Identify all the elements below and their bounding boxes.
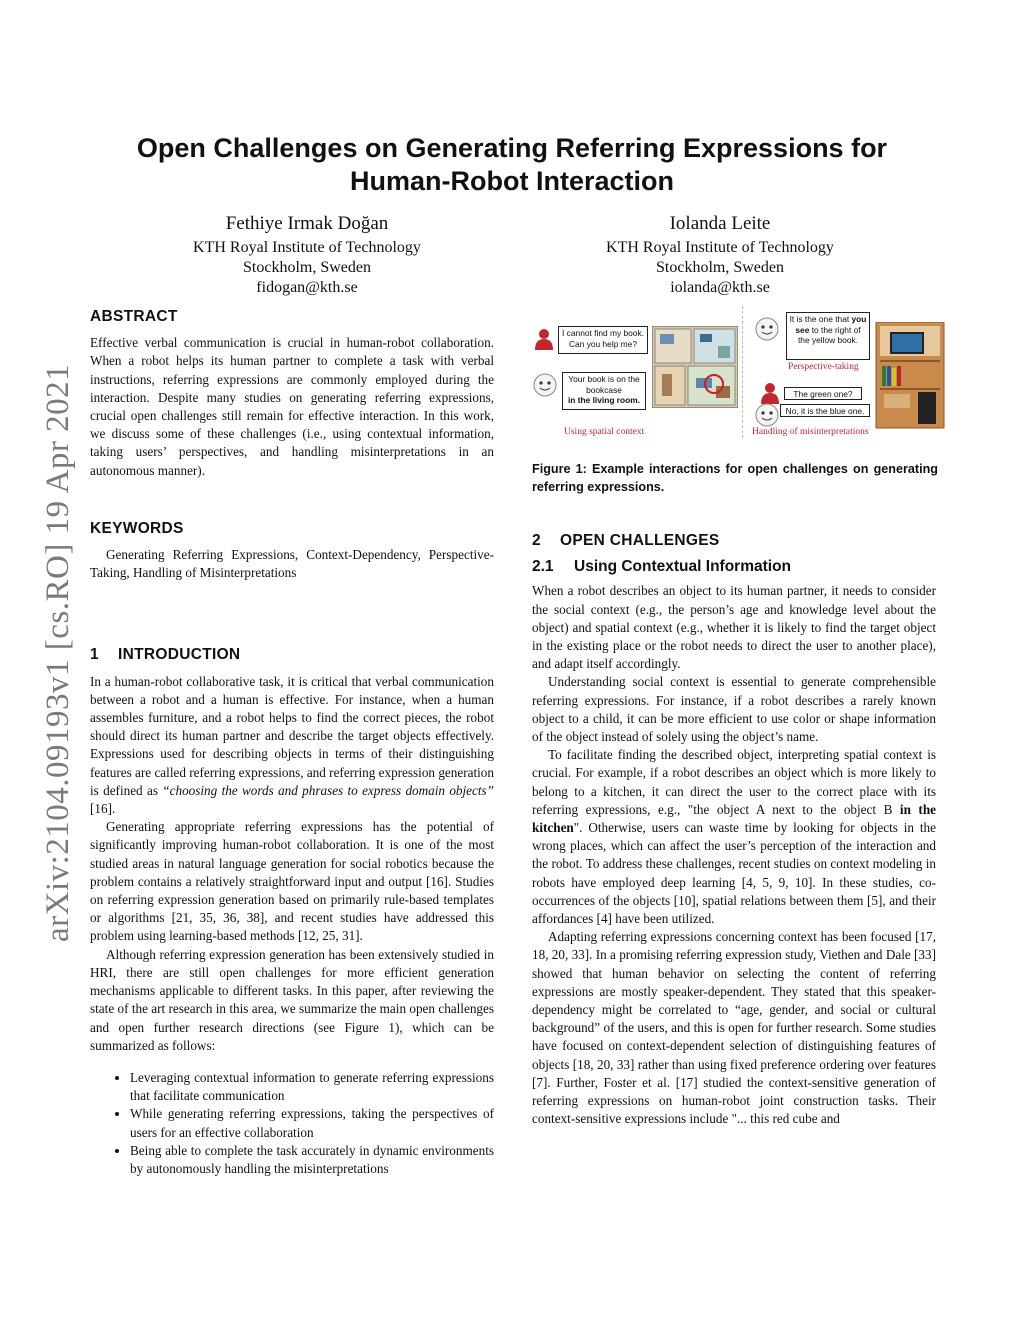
bubble-text-bold: in the living room. [567, 395, 641, 405]
introduction-heading [90, 646, 494, 664]
challenges-p3-text: To facilitate finding the described object, interpreting spatial context is crucial. For example, if a robot describes an object which is more likely to belong to a kitchen, it can direct the user to the correct place with its referring expressions, e.g., "the object A next to the object B [532, 747, 936, 817]
bookshelf-image [874, 322, 946, 430]
abstract-text: Effective verbal communication is crucial in human-robot collaboration. When a robot helps its human partner to complete a task with verbal instructions, referring expressions are commonly employed during the interaction. Despite many studies on generating referring expressions, crucial open challenges still remain for effective interaction. In this work, we discuss some of these challenges (i.e., using contextual information, taking users’ perspectives, and handling misinterpretations in an autonomous manner). [90, 335, 494, 478]
figure-1 [528, 306, 948, 442]
challenges-paragraph-3 [532, 746, 936, 928]
author-affiliation: KTH Royal Institute of Technology [606, 239, 834, 256]
robot-icon [754, 402, 780, 428]
subsection-heading [532, 558, 936, 576]
section-title: OPEN CHALLENGES [560, 532, 720, 549]
challenge-list [90, 1069, 494, 1178]
keywords-text: Generating Referring Expressions, Context-Dependency, Perspective-Taking, Handling of Misinterpretations [90, 547, 494, 581]
author-block [540, 212, 900, 298]
author-affiliation: KTH Royal Institute of Technology [193, 239, 421, 256]
speech-bubble: The green one? [784, 387, 862, 400]
subsection-number: 2.1 [532, 558, 554, 576]
figure-label: Handling of misinterpretations [752, 427, 869, 437]
abstract-heading: ABSTRACT [90, 308, 178, 325]
intro-p1-text: In a human-robot collaborative task, it is critical that verbal communication between a robot and a human is effective. For instance, when a human assembles furniture, and a robot helps to find the correct pieces, the robot should direct its human partner and describe the target objects effectively. Expressions used for describing objects in terms of their distinguishing features are called referring expressions, and referring expression generation is defined as [90, 673, 494, 798]
section-number: 2 [532, 532, 541, 549]
speech-bubble: No, it is the blue one. [780, 404, 870, 417]
author-email[interactable]: fidogan@kth.se [256, 279, 358, 296]
paper-title: Open Challenges on Generating Referring Expressions for Human-Robot Interaction [136, 133, 888, 196]
subsection-title: Using Contextual Information [574, 558, 791, 576]
author-location: Stockholm, Sweden [656, 259, 784, 276]
author-block [127, 212, 487, 298]
challenges-p3-text: ". Otherwise, users can waste time by looking for objects in the wrong places, which can affect the user’s perception of the interaction and the robot. To address these challenges, recent studies on context modeling in robots have employed deep learning [4, 5, 9, 10]. In these studies, co-occurrences of the objects [10], spatial relations between them [5], and their affordances [4] have been utilized. [532, 820, 936, 927]
intro-paragraph-3: Although referring expression generation has been extensively studied in HRI, there are still open challenges for more efficient generation mechanisms applicable to different tasks. In this paper, after reviewing the state of the art research in this area, we summarize the main open challenges and open further research directions (see Figure 1), which can be summarized as follows: [90, 946, 494, 1053]
author-location: Stockholm, Sweden [243, 259, 371, 276]
keywords-heading: KEYWORDS [90, 519, 184, 537]
intro-p1-citation: [16]. [90, 801, 116, 817]
bubble-text-bold: you see [795, 314, 867, 335]
list-item: • While generating referring expressions, taking the perspectives of users for an effective collaboration [130, 1105, 494, 1141]
list-item: • Being able to complete the task accurately in dynamic environments by autonomously handling the misinterpretations [130, 1142, 494, 1178]
challenges-paragraph-1: When a robot describes an object to its human partner, it needs to consider the social context (e.g., the person’s age and knowledge level about the object) and spatial context (e.g., whether it is likely to find the target object in the existing place or the robot needs to direct the user to another place), and adapt itself accordingly. [532, 583, 936, 672]
right-column [532, 532, 936, 1129]
floor-plan-image [652, 326, 738, 408]
left-column [90, 308, 494, 1178]
bubble-text: It is the one that [789, 314, 850, 324]
arxiv-stamp: arXiv:2104.09193v1 [cs.RO] 19 Apr 2021 [40, 363, 76, 942]
figure-divider [742, 306, 743, 438]
human-icon [534, 328, 554, 350]
figure-label: Using spatial context [564, 427, 645, 437]
open-challenges-heading [532, 532, 936, 550]
speech-bubble [786, 312, 870, 360]
speech-bubble: I cannot find my book. Can you help me? [558, 326, 648, 354]
list-item: • Leveraging contextual information to generate referring expressions that facilitate communication [130, 1069, 494, 1105]
robot-icon [754, 316, 780, 342]
challenges-paragraph-2: Understanding social context is essential to generate comprehensible referring expressions. For instance, if a robot describes a rarely known object to a child, it can be more efficient to use color or shape information of the object instead of solely using the object’s name. [532, 674, 936, 745]
intro-paragraph-2: Generating appropriate referring expressions has the potential of significantly improving human-robot collaboration. It is one of the most studied areas in natural language generation for social robotics because the problem contains a relatively straightforward input and output [16]. Studies on referring expression generation based on primarily rule-based templates or algorithms [21, 35, 36, 38], and recent studies have addressed this problem using learning-based methods [12, 25, 31]. [90, 819, 494, 944]
figure-label: Perspective-taking [788, 362, 859, 372]
author-name: Fethiye Irmak Doğan [225, 213, 389, 234]
robot-icon [532, 372, 558, 398]
bubble-text: Your book is on the bookcase [568, 374, 640, 395]
human-icon [760, 382, 780, 404]
speech-bubble [562, 372, 646, 410]
challenges-p3-bold: in the kitchen [532, 801, 937, 836]
author-email[interactable]: iolanda@kth.se [670, 279, 770, 296]
section-title: INTRODUCTION [118, 646, 241, 664]
figure-caption: Figure 1: Example interactions for open challenges on generating referring expressions. [532, 462, 938, 494]
intro-paragraph-1 [90, 673, 494, 819]
intro-p1-quote: “choosing the words and phrases to express domain objects” [162, 782, 495, 798]
challenges-paragraph-4: Adapting referring expressions concerning context has been focused [17, 18, 20, 33]. In a promising referring expression study, Viethen and Dale [33] showed that human behavior on selecting the content of referring expressions are mostly speaker-dependent. They stated that this speaker-dependency might be correlated to “age, gender, and social or cultural background” of the users, and this is open for further research. Some studies have focused on context-dependent selection of distinguishing features of objects [18, 20, 33] rather than using fixed preference ordering over features [7]. Further, Foster et al. [17] studied the context-sensitive generation of referring expressions on human-robot joint construction tasks. Their context-sensitive expressions include "... this red cube and [532, 929, 936, 1127]
section-number: 1 [90, 646, 99, 664]
bubble-text: to the right of the yellow book. [797, 324, 861, 345]
author-name: Iolanda Leite [669, 213, 771, 234]
